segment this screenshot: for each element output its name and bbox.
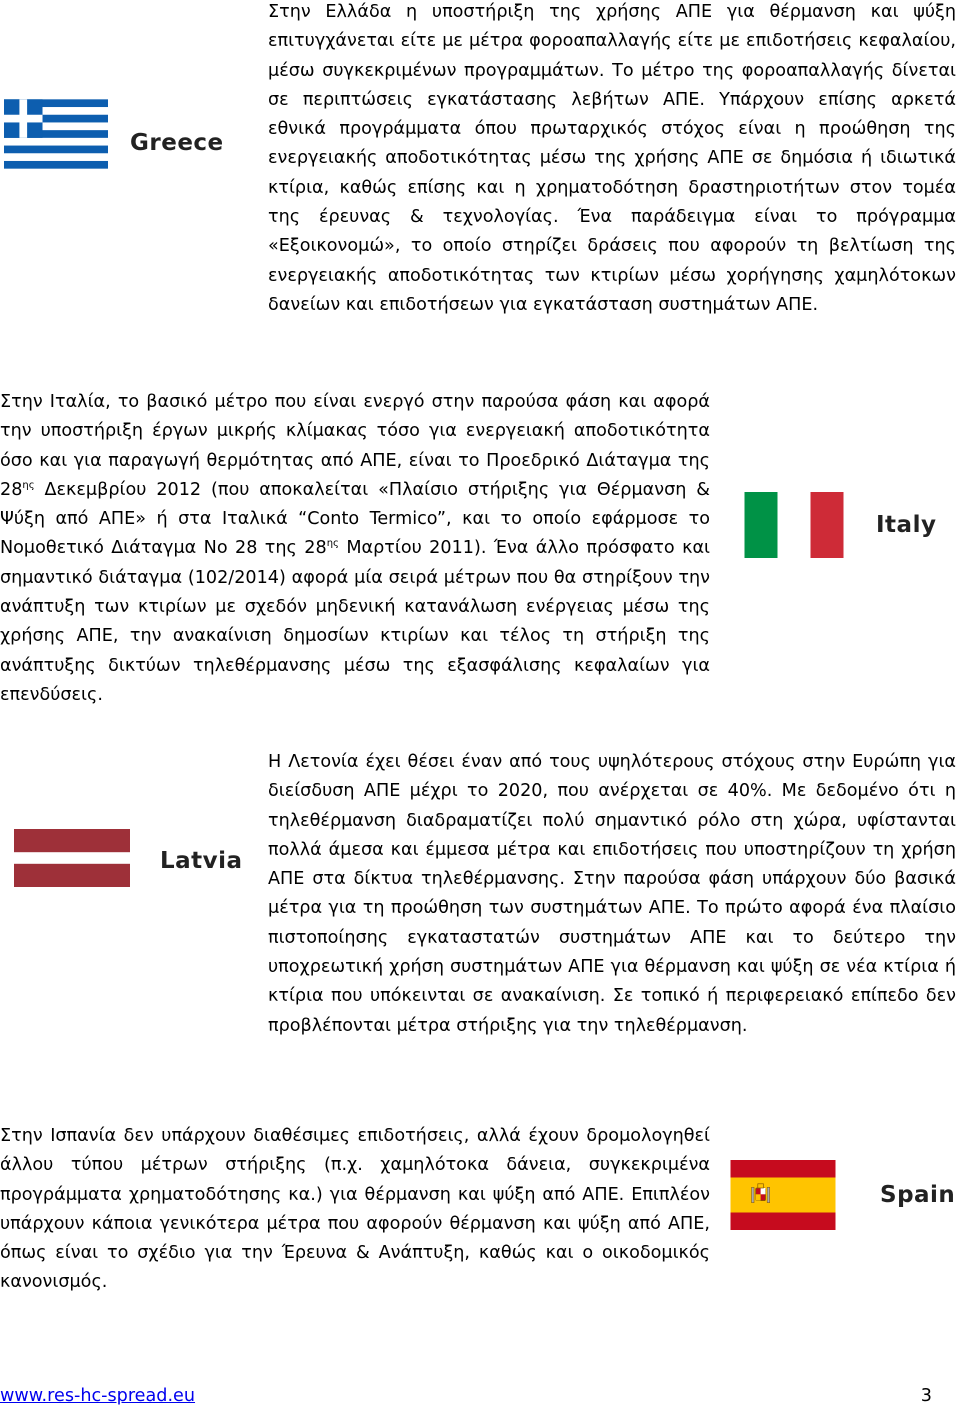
italy-flag-block bbox=[744, 492, 960, 562]
italy-flag-icon bbox=[744, 492, 844, 558]
latvia-label: Latvia bbox=[160, 848, 243, 874]
latvia-flag-block bbox=[14, 820, 254, 900]
greece-label: Greece bbox=[130, 130, 224, 156]
italy-text-part-3: Μαρτίου 2011). Ένα άλλο πρόσφατο και σημαντικό διάταγμα (102/2014) αφορά μία σειρά μέτρων που θα στηρίξουν την ανάπτυξη των κτιρίων με σχεδόν μηδενική κατανάλωση ενέργειας μέσω της χρήσης ΑΠΕ, την ανακαίνιση δημοσίων κτιρίων και τέλος τη στήριξη της ανάπτυξης δικτύων τηλεθέρμανσης μέσω της εξασφάλισης κεφαλαίων για επενδύσεις. bbox=[0, 538, 710, 705]
greece-flag-icon bbox=[4, 98, 108, 170]
greece-paragraph: Στην Ελλάδα η υποστήριξη της χρήσης ΑΠΕ για θέρμανση και ψύξη επιτυγχάνεται είτε με μέτρα φοροαπαλλαγής είτε με επιδοτήσεις κεφαλαίου, μέσω συγκεκριμένων προγραμμάτων. Το μέτρο της φοροαπαλλαγής δίνεται σε περιπτώσεις εγκατάστασης λεβήτων ΑΠΕ. Υπάρχουν επίσης αρκετά εθνικά προγράμματα όπου πρωταρχικός στόχος είναι η προώθηση της ενεργειακής αποδοτικότητας μέσω της χρήσης ΑΠΕ σε δημόσια ή ιδιωτικά κτίρια, καθώς επίσης και η χρηματοδότηση δραστηριοτήτων στον τομέα της έρευνας & τεχνολογίας. Ένα παράδειγμα είναι το πρόγραμμα «Εξοικονομώ», το οποίο στηρίζει δράσεις που αφορούν τη βελτίωση της ενεργειακής αποδοτικότητας των κτιρίων μέσω χορήγησης χαμηλότοκων δανείων και επιδοτήσεων για εγκατάσταση συστημάτων ΑΠΕ. bbox=[268, 2, 956, 315]
spain-label: Spain bbox=[880, 1182, 956, 1208]
italy-text-part-2: Δεκεμβρίου 2012 (που αποκαλείται «Πλαίσιο στήριξης για Θέρμανση & Ψύξη από ΑΠΕ» ή στα Ιταλικά “Conto Termico”, και το οποίο εφάρμοσε το Νομοθετικό Διάταγμα Νο 28 της 28 bbox=[0, 479, 710, 559]
italy-ordinal-1: ης bbox=[22, 479, 35, 491]
latvia-flag-icon bbox=[14, 820, 130, 896]
italy-text-part-1: Στην Ιταλία, το βασικό μέτρο που είναι ενεργό στην παρούσα φάση και αφορά την υποστήριξη έργων μικρής κλίμακας τόσο για ενεργειακή αποδοτικότητα όσο και για παραγωγή θερμότητας από ΑΠΕ, είναι το Προεδρικό Διάταγμα της 28 bbox=[0, 392, 710, 500]
spain-flag-block bbox=[724, 1160, 960, 1232]
italy-paragraph bbox=[0, 388, 710, 710]
latvia-paragraph: Η Λετονία έχει θέσει έναν από τους υψηλότερους στόχους στην Ευρώπη για διείσδυση ΑΠΕ μέχρι το 2020, που ανέρχεται σε 40%. Με δεδομένο ότι η τηλεθέρμανση διαδραματίζει πολύ σημαντικό ρόλο στη χώρα, υφίστανται πολλά άμεσα και έμμεσα μέτρα και επιδοτήσεις που υποστηρίζουν τη χρήση ΑΠΕ στα δίκτυα τηλεθέρμανσης. Στην παρούσα φάση υπάρχουν δύο βασικά μέτρα για τη προώθηση των συστημάτων ΑΠΕ. Το πρώτο αφορά ένα πλαίσιο πιστοποίησης εγκαταστατών συστημάτων ΑΠΕ και το δεύτερο την υποχρεωτική χρήση συστημάτων ΑΠΕ για θέρμανση και ψύξη σε νέα κτίρια ή κτίρια που υπόκεινται σε ανακαίνιση. Σε τοπικό ή περιφερειακό επίπεδο δεν προβλέπονται μέτρα στήριξης για την τηλεθέρμανση. bbox=[268, 752, 956, 1036]
greece-flag-block bbox=[4, 98, 254, 172]
website-link[interactable]: www.res-hc-spread.eu bbox=[0, 1386, 196, 1406]
spain-flag-icon bbox=[724, 1160, 842, 1230]
italy-label: Italy bbox=[876, 512, 937, 538]
spain-paragraph: Στην Ισπανία δεν υπάρχουν διαθέσιμες επιδοτήσεις, αλλά έχουν δρομολογηθεί άλλου τύπου μέτρων στήριξης (π.χ. χαμηλότοκα δάνεια, συγκεκριμένα προγράμματα χρηματοδότησης κα.) για θέρμανση και ψύξη από ΑΠΕ. Επιπλέον υπάρχουν κάποια γενικότερα μέτρα που αφορούν θέρμανση και ψύξη από ΑΠΕ, όπως είναι το σχέδιο για την Έρευνα & Ανάπτυξη, καθώς και ο οικοδομικός κανονισμός. bbox=[0, 1126, 710, 1293]
italy-ordinal-2: ης bbox=[326, 538, 339, 550]
page-number: 3 bbox=[920, 1386, 932, 1406]
